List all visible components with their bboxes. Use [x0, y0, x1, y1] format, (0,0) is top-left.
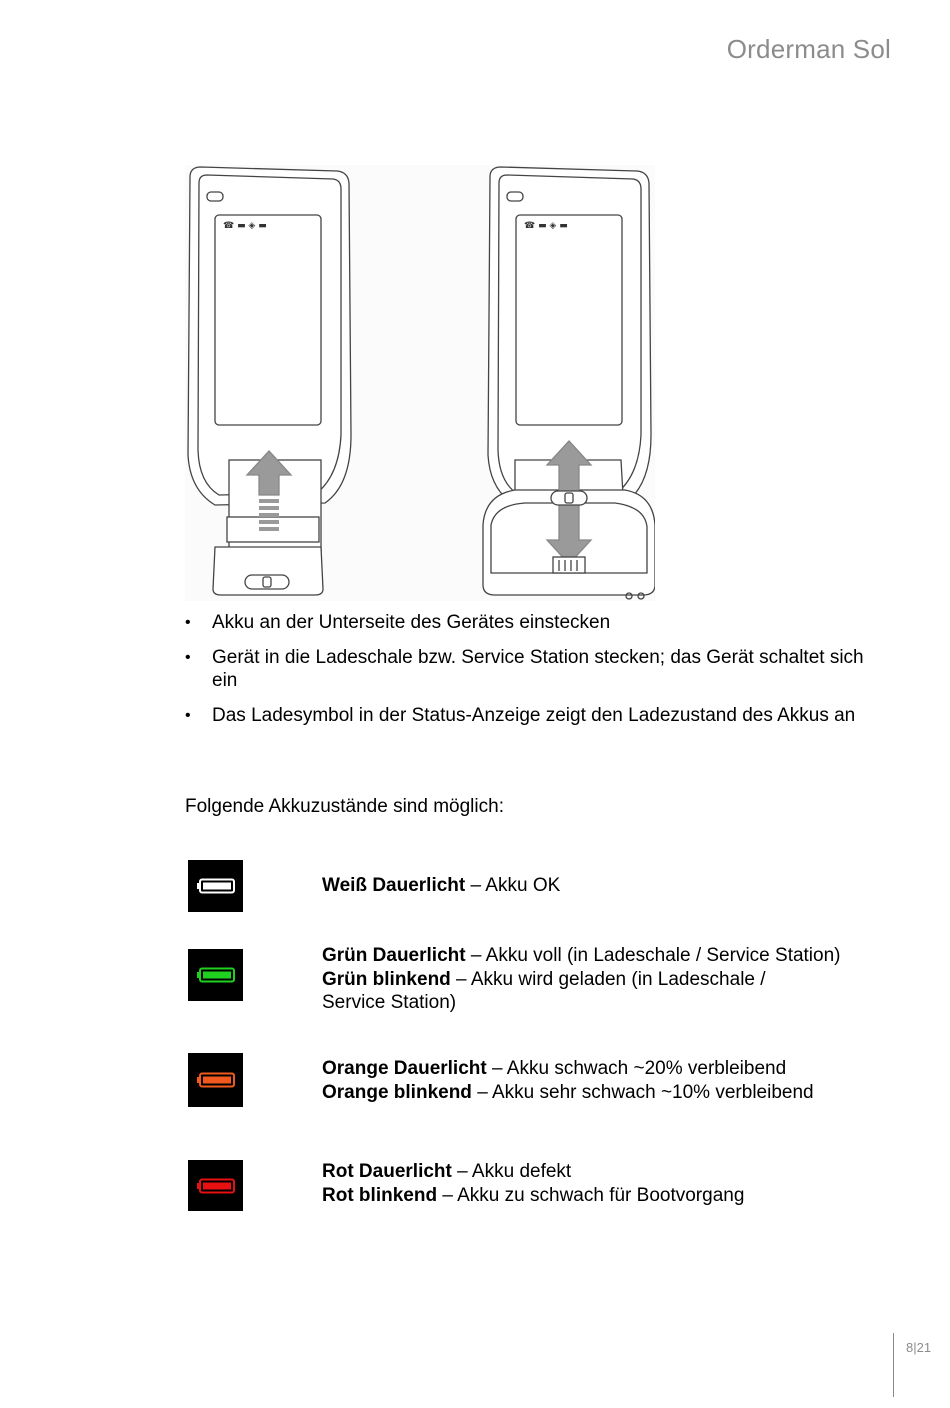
state-line-1 [322, 1160, 902, 1184]
state-description: – Akku zu schwach für Bootvorgang [437, 1184, 745, 1206]
state-line-1 [322, 944, 902, 968]
state-line-2 [322, 1081, 902, 1105]
state-label: Rot Dauerlicht [322, 1161, 452, 1182]
svg-text:☎ ▬ ◈ ▬: ☎ ▬ ◈ ▬ [524, 221, 568, 231]
state-description: – Akku schwach ~20% verbleibend [486, 1058, 787, 1079]
svg-text:☎ ▬ ◈ ▬: ☎ ▬ ◈ ▬ [223, 221, 267, 231]
state-description: – Akku voll (in Ladeschale / Service Station) [465, 945, 841, 966]
bullet-glyph: • [185, 648, 191, 666]
list-item [185, 646, 885, 693]
state-line-2 [322, 1184, 902, 1208]
document-title: Orderman Sol [726, 34, 891, 64]
page-number: 8|21 [906, 1340, 932, 1355]
state-description: – Akku defekt [451, 1161, 572, 1182]
state-label: Grün blinkend [322, 968, 451, 990]
state-label: Weiß Dauerlicht [322, 875, 466, 896]
device-right-illustration [483, 167, 655, 599]
bullet-glyph: • [185, 706, 191, 724]
battery-states-intro: Folgende Akkuzustände sind möglich: [185, 796, 504, 817]
state-label: Rot blinkend [322, 1184, 438, 1206]
state-label: Orange Dauerlicht [322, 1058, 487, 1079]
step-text: Akku an der Unterseite des Gerätes einstecken [212, 612, 611, 633]
state-description: – Akku wird geladen (in Ladeschale / Service Station) [322, 968, 766, 1013]
battery-white-icon [188, 860, 243, 912]
state-line-1 [322, 1057, 902, 1081]
state-label: Orange blinkend [322, 1081, 472, 1103]
step-text: Gerät in die Ladeschale bzw. Service Station stecken; das Gerät schaltet sich ein [212, 646, 864, 691]
state-description: – Akku sehr schwach ~10% verbleibend [471, 1081, 814, 1103]
state-description: – Akku OK [465, 875, 561, 896]
battery-orange-icon [188, 1053, 243, 1107]
list-item [185, 611, 885, 635]
state-label: Grün Dauerlicht [322, 945, 466, 966]
footer-divider [893, 1333, 894, 1397]
battery-green-icon [188, 949, 243, 1001]
state-line-2 [322, 968, 822, 1015]
bullet-glyph: • [185, 614, 191, 631]
state-line-1 [322, 874, 902, 898]
list-item [185, 704, 885, 728]
setup-steps-list [185, 611, 885, 738]
device-illustration [185, 165, 655, 601]
battery-red-icon [188, 1160, 243, 1211]
step-text: Das Ladesymbol in der Status-Anzeige zeigt den Ladezustand des Akkus an [212, 704, 856, 726]
